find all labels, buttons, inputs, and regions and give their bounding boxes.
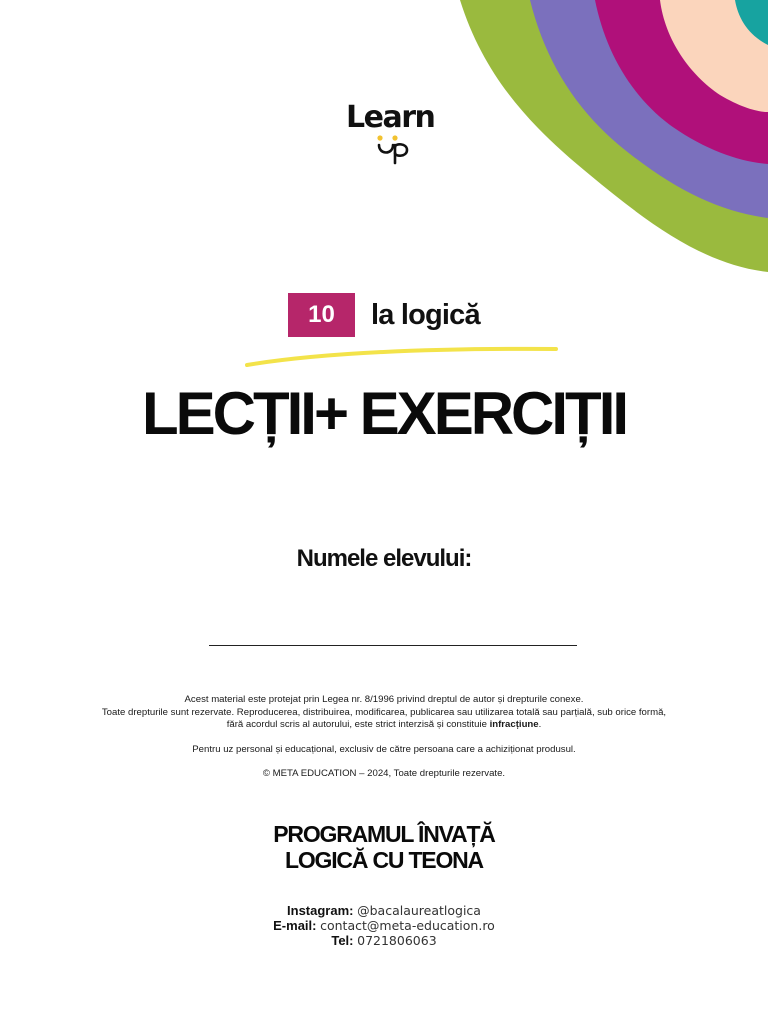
copyright: © META EDUCATION – 2024, Toate drepturile rezervate. <box>262 768 506 779</box>
legal-personal-use: Pentru uz personal și educațional, exclusiv de către persoana care a achiziționat produsul. <box>192 743 576 755</box>
email-label: E-mail: <box>273 918 317 933</box>
program-line-2: LOGICĂ CU TEONA <box>285 847 483 873</box>
main-title: LECȚII+ EXERCIȚII <box>141 380 627 447</box>
instagram-handle: @bacalaureatlogica <box>357 903 481 918</box>
phone-number: 0721806063 <box>357 933 437 948</box>
instagram-label: Instagram: <box>287 903 354 918</box>
legal-notice <box>94 694 674 781</box>
subtitle: la logică <box>371 299 480 331</box>
learn-up-logo <box>340 100 450 136</box>
logo-word: Learn <box>346 100 435 135</box>
email-address: contact@meta-education.ro <box>320 918 495 933</box>
contact-email <box>0 918 768 933</box>
legal-emphasis: infracțiune <box>489 719 539 730</box>
student-name-line <box>209 645 577 646</box>
legal-line-1: Acest material este protejat prin Legea nr. 8/1996 privind dreptul de autor și drepturile conexe. <box>184 694 584 705</box>
lesson-count-badge: 10 <box>288 293 355 337</box>
student-name-label: Numele elevului: <box>296 545 472 572</box>
contact-instagram <box>0 903 768 918</box>
program-title <box>0 821 768 873</box>
program-line-1: PROGRAMUL ÎNVAȚĂ <box>273 821 495 847</box>
legal-rights-text: Toate drepturile sunt rezervate. Reproducerea, distribuirea, modificarea, publicarea sau utilizarea totală sau parțială, sub orice formă, fără acordul scris al autorului, este strict interzisă și constituie <box>101 706 667 730</box>
legal-end-punct: . <box>538 719 542 730</box>
highlight-underline <box>244 340 562 370</box>
contact-info <box>0 903 768 948</box>
contact-phone <box>0 933 768 948</box>
legal-line-2 <box>94 707 674 732</box>
logo-up-mark <box>376 134 416 168</box>
phone-label: Tel: <box>331 933 354 948</box>
